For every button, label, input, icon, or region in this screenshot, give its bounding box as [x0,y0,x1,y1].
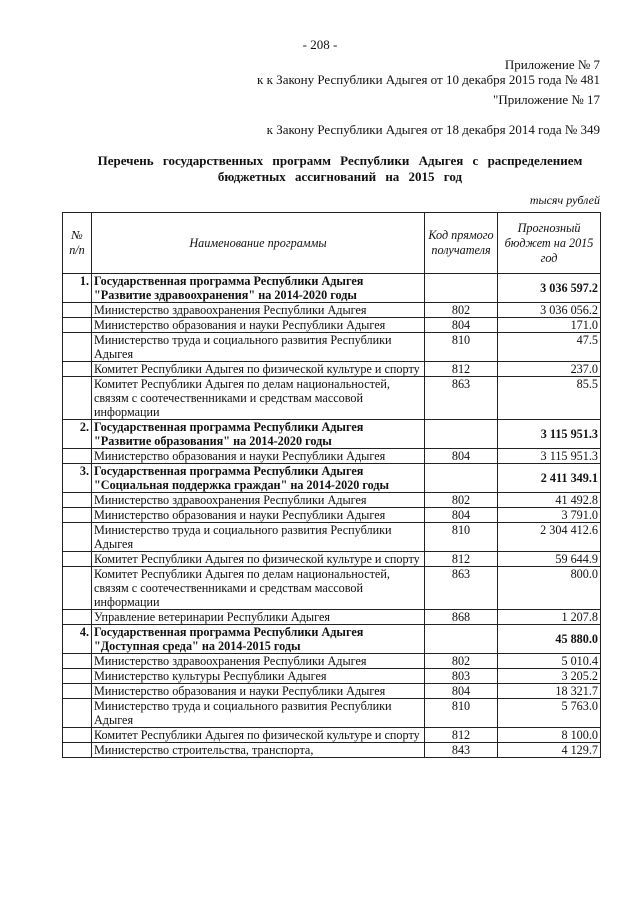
row-number [63,303,92,318]
row-name: Государственная программа Республики Адыгея "Доступная среда" на 2014-2015 годы [92,625,425,654]
row-code: 802 [425,654,498,669]
recipient-row [63,743,601,758]
row-number [63,743,92,758]
row-amount: 45 880.0 [498,625,601,654]
header-name: Наименование программы [92,213,425,274]
row-amount: 47.5 [498,333,601,362]
units-label: тысяч рублей [529,193,600,207]
row-amount: 171.0 [498,318,601,333]
row-amount: 41 492.8 [498,493,601,508]
recipient-row [63,669,601,684]
row-number: 2. [63,420,92,449]
row-amount: 3 036 056.2 [498,303,601,318]
row-code: 868 [425,610,498,625]
row-code: 812 [425,552,498,567]
recipient-row [63,449,601,464]
row-number [63,333,92,362]
table-body [63,274,601,758]
row-number [63,493,92,508]
recipient-row [63,567,601,610]
row-code: 812 [425,728,498,743]
recipient-row [63,493,601,508]
row-name: Министерство труда и социального развития Республики Адыгея [92,333,425,362]
row-name: Министерство здравоохранения Республики Адыгея [92,493,425,508]
row-number [63,508,92,523]
title-line-1: Перечень государственных программ Республики Адыгея с распределением [97,153,583,168]
table-header-row [63,213,601,274]
page-number: - 208 - [302,37,338,52]
appendix-label: Приложение № 7 [504,57,600,72]
row-code [425,464,498,493]
row-amount: 800.0 [498,567,601,610]
row-number [63,654,92,669]
row-amount: 5 010.4 [498,654,601,669]
row-code: 810 [425,699,498,728]
row-name: Министерство культуры Республики Адыгея [92,669,425,684]
recipient-row [63,728,601,743]
program-row [63,274,601,303]
recipient-row [63,523,601,552]
header-num: № п/п [63,213,92,274]
recipient-row [63,654,601,669]
row-code: 810 [425,523,498,552]
row-name: Комитет Республики Адыгея по физической культуре и спорту [92,552,425,567]
row-amount: 2 411 349.1 [498,464,601,493]
row-number [63,377,92,420]
row-name: Государственная программа Республики Адыгея "Развитие образования" на 2014-2020 годы [92,420,425,449]
row-number: 3. [63,464,92,493]
row-amount: 3 115 951.3 [498,420,601,449]
recipient-row [63,610,601,625]
row-amount: 3 036 597.2 [498,274,601,303]
row-amount: 3 115 951.3 [498,449,601,464]
row-code: 804 [425,684,498,699]
recipient-row [63,699,601,728]
law-reference: к к Закону Республики Адыгея от 10 декабря 2015 года № 481 [257,72,600,87]
row-number [63,728,92,743]
row-number [63,699,92,728]
row-amount: 1 207.8 [498,610,601,625]
row-number: 1. [63,274,92,303]
row-code: 812 [425,362,498,377]
recipient-row [63,333,601,362]
row-amount: 3 205.2 [498,669,601,684]
row-amount: 4 129.7 [498,743,601,758]
program-row [63,464,601,493]
title-line-2: бюджетных ассигнований на 2015 год [217,169,463,184]
row-name: Министерство строительства, транспорта, [92,743,425,758]
row-amount: 2 304 412.6 [498,523,601,552]
row-amount: 237.0 [498,362,601,377]
row-code: 804 [425,508,498,523]
row-name: Управление ветеринарии Республики Адыгея [92,610,425,625]
row-code [425,274,498,303]
row-code: 804 [425,449,498,464]
row-amount: 18 321.7 [498,684,601,699]
recipient-row [63,362,601,377]
recipient-row [63,318,601,333]
recipient-row [63,684,601,699]
row-amount: 3 791.0 [498,508,601,523]
row-code: 810 [425,333,498,362]
row-name: Комитет Республики Адыгея по физической культуре и спорту [92,728,425,743]
row-name: Министерство образования и науки Республики Адыгея [92,684,425,699]
recipient-row [63,552,601,567]
row-amount: 8 100.0 [498,728,601,743]
row-code: 802 [425,493,498,508]
program-row [63,625,601,654]
programs-table [62,212,601,758]
row-amount: 85.5 [498,377,601,420]
row-name: Комитет Республики Адыгея по физической культуре и спорту [92,362,425,377]
law-reference-2014: к Закону Республики Адыгея от 18 декабря 2014 года № 349 [266,122,600,137]
row-code [425,625,498,654]
recipient-row [63,508,601,523]
row-code: 802 [425,303,498,318]
row-number [63,610,92,625]
document-title [60,153,620,185]
header-budget: Прогнозный бюджет на 2015 год [498,213,601,274]
row-number [63,318,92,333]
row-code: 804 [425,318,498,333]
row-code [425,420,498,449]
row-name: Министерство образования и науки Республики Адыгея [92,508,425,523]
program-row [63,420,601,449]
row-number: 4. [63,625,92,654]
row-name: Министерство труда и социального развития Республики Адыгея [92,699,425,728]
row-code: 803 [425,669,498,684]
row-name: Министерство здравоохранения Республики Адыгея [92,303,425,318]
row-name: Министерство образования и науки Республики Адыгея [92,318,425,333]
row-name: Государственная программа Республики Адыгея "Развитие здравоохранения" на 2014-2020 годы [92,274,425,303]
recipient-row [63,377,601,420]
row-name: Министерство труда и социального развития Республики Адыгея [92,523,425,552]
row-number [63,449,92,464]
row-amount: 59 644.9 [498,552,601,567]
row-number [63,523,92,552]
row-number [63,552,92,567]
header-code: Код прямого получателя [425,213,498,274]
row-name: Комитет Республики Адыгея по делам национальностей, связям с соотечественниками и средствам массовой информации [92,567,425,610]
row-number [63,362,92,377]
row-name: Министерство здравоохранения Республики Адыгея [92,654,425,669]
row-name: Комитет Республики Адыгея по делам национальностей, связям с соотечественниками и средствам массовой информации [92,377,425,420]
recipient-row [63,303,601,318]
row-code: 863 [425,377,498,420]
row-amount: 5 763.0 [498,699,601,728]
appendix-label-17: "Приложение № 17 [493,92,600,107]
row-name: Государственная программа Республики Адыгея "Социальная поддержка граждан" на 2014-2020 годы [92,464,425,493]
row-number [63,567,92,610]
row-code: 843 [425,743,498,758]
row-code: 863 [425,567,498,610]
row-name: Министерство образования и науки Республики Адыгея [92,449,425,464]
row-number [63,669,92,684]
row-number [63,684,92,699]
